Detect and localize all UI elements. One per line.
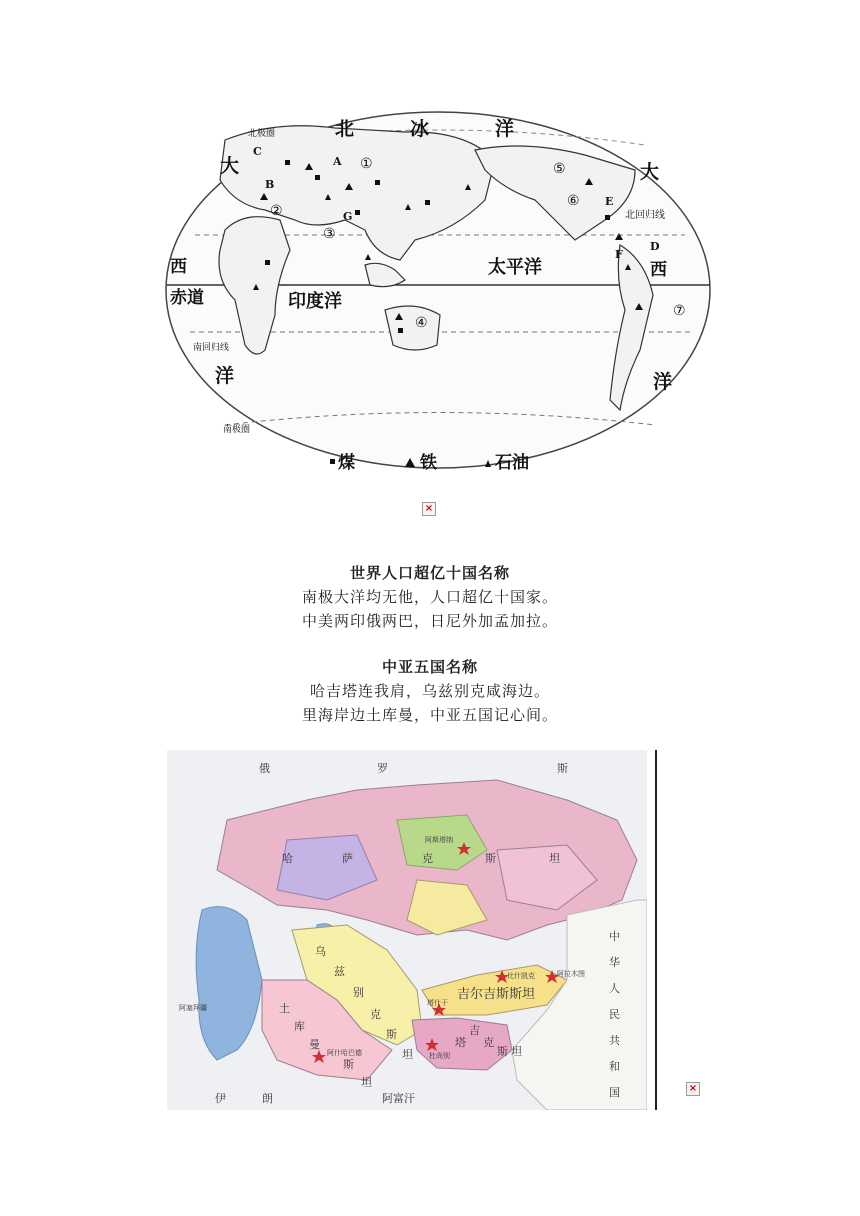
china-label-5: 共 — [609, 1034, 620, 1047]
marker-2: ② — [270, 203, 283, 219]
china-label-2: 华 — [609, 956, 620, 969]
kyrgyzstan-label: 吉尔吉斯斯坦 — [457, 987, 536, 1002]
poem-central-asia-line-2: 里海岸边土库曼，中亚五国记心间。 — [301, 706, 558, 724]
china-label-1: 中 — [609, 930, 620, 943]
afghanistan-label: 阿富汗 — [382, 1092, 415, 1105]
north-ocean-label-2: 冰 — [410, 118, 430, 140]
kazakhstan-label-1: 哈 — [282, 852, 293, 865]
arctic-circle-label: 北极圈 — [248, 129, 276, 139]
broken-image-icon — [686, 1082, 700, 1096]
letter-marker-g: G — [343, 210, 353, 223]
city-tashkent: 塔什干 — [427, 999, 448, 1007]
poem-population-line-2: 中美两印俄两巴，日尼外加孟加拉。 — [301, 612, 558, 630]
broken-image-icon — [422, 502, 436, 516]
atlantic-xi-left: 西 — [170, 257, 187, 277]
kazakhstan-label-4: 斯 — [485, 852, 496, 865]
north-tropic-label: 北回归线 — [625, 210, 665, 221]
south-tropic-label: 南回归线 — [193, 343, 230, 353]
turkmenistan-label-4: 斯 — [343, 1058, 354, 1071]
turkmenistan-label-2: 库 — [294, 1020, 305, 1033]
kazakhstan-label-2: 萨 — [342, 852, 353, 865]
kazakhstan-label-3: 克 — [422, 852, 433, 865]
tajikistan-label-2: 吉 — [469, 1024, 480, 1037]
poem-population-title: 世界人口超亿十国名称 — [349, 564, 510, 582]
tajikistan-label-4: 斯 — [497, 1045, 508, 1058]
central-asia-map — [167, 750, 647, 1110]
iran-label-1: 伊 — [215, 1092, 226, 1105]
marker-4: ④ — [415, 315, 428, 331]
tajikistan-label-3: 克 — [483, 1036, 494, 1049]
antarctic-circle-label: 南极圈 — [223, 425, 251, 435]
atlantic-da-left: 大 — [220, 155, 240, 177]
atlantic-xi-right: 西 — [650, 260, 667, 280]
iran-label-2: 朗 — [262, 1092, 273, 1105]
uzbekistan-label-5: 斯 — [386, 1028, 397, 1041]
city-ashgabat: 阿什哈巴德 — [327, 1049, 362, 1057]
azerbaijan-label: 阿塞拜疆 — [179, 1004, 207, 1012]
letter-marker-e: E — [605, 195, 614, 208]
turkmenistan-label-1: 土 — [279, 1002, 290, 1015]
kazakhstan-label-5: 坦 — [549, 852, 560, 865]
city-astana: 阿斯塔纳 — [425, 836, 453, 844]
poem-population-line-1: 南极大洋均无他，人口超亿十国家。 — [301, 588, 558, 606]
turkmenistan-label-3: 曼 — [309, 1038, 320, 1051]
city-bishkek: 比什凯克 — [507, 972, 535, 980]
letter-marker-d: D — [650, 240, 660, 253]
world-resources-map — [165, 110, 712, 480]
legend-coal: 煤 — [338, 453, 355, 473]
poem-central-asia-title: 中亚五国名称 — [381, 658, 478, 676]
letter-marker-a: A — [333, 155, 342, 168]
atlantic-yang-right: 洋 — [653, 371, 673, 393]
north-ocean-label-1: 北 — [335, 118, 355, 140]
atlantic-da-right: 大 — [640, 161, 660, 183]
china-label-7: 国 — [609, 1086, 620, 1099]
uzbekistan-label-1: 乌 — [315, 945, 326, 958]
indian-ocean-label: 印度洋 — [288, 291, 342, 312]
uzbekistan-label-2: 兹 — [334, 965, 345, 978]
marker-3: ③ — [323, 226, 336, 242]
letter-marker-b: B — [265, 178, 275, 191]
turkmenistan-label-5: 坦 — [361, 1076, 372, 1089]
marker-6: ⑥ — [567, 193, 580, 209]
tajikistan-label-5: 坦 — [511, 1045, 522, 1058]
vertical-rule — [655, 750, 657, 1110]
poem-population — [0, 561, 860, 633]
broken-image-glyph: × — [688, 1083, 698, 1094]
legend-iron: 铁 — [420, 453, 437, 473]
marker-1: ① — [360, 156, 373, 172]
poem-central-asia — [0, 655, 860, 727]
letter-marker-c: C — [253, 145, 262, 158]
letter-marker-f: F — [615, 248, 623, 261]
marker-5: ⑤ — [553, 161, 566, 177]
broken-image-glyph: × — [424, 503, 434, 514]
city-dushanbe: 杜尚别 — [429, 1052, 450, 1060]
russia-label-2: 罗 — [377, 762, 388, 775]
china-label-4: 民 — [609, 1008, 620, 1021]
tajikistan-label-1: 塔 — [455, 1036, 466, 1049]
pacific-label: 太平洋 — [488, 257, 542, 278]
uzbekistan-label-6: 坦 — [402, 1048, 413, 1061]
russia-label-3: 斯 — [557, 762, 568, 775]
china-label-6: 和 — [609, 1060, 620, 1073]
city-almaty: 阿拉木图 — [557, 970, 585, 978]
equator-label: 赤道 — [170, 288, 204, 308]
atlantic-yang-left: 洋 — [215, 365, 235, 387]
north-ocean-label-3: 洋 — [495, 118, 515, 140]
marker-7: ⑦ — [673, 303, 686, 319]
russia-label-1: 俄 — [259, 762, 270, 775]
legend-oil: 石油 — [495, 453, 529, 473]
china-label-3: 人 — [609, 982, 620, 995]
poem-central-asia-line-1: 哈吉塔连我肩，乌兹别克咸海边。 — [309, 682, 550, 700]
uzbekistan-label-3: 别 — [353, 986, 364, 999]
uzbekistan-label-4: 克 — [370, 1008, 381, 1021]
